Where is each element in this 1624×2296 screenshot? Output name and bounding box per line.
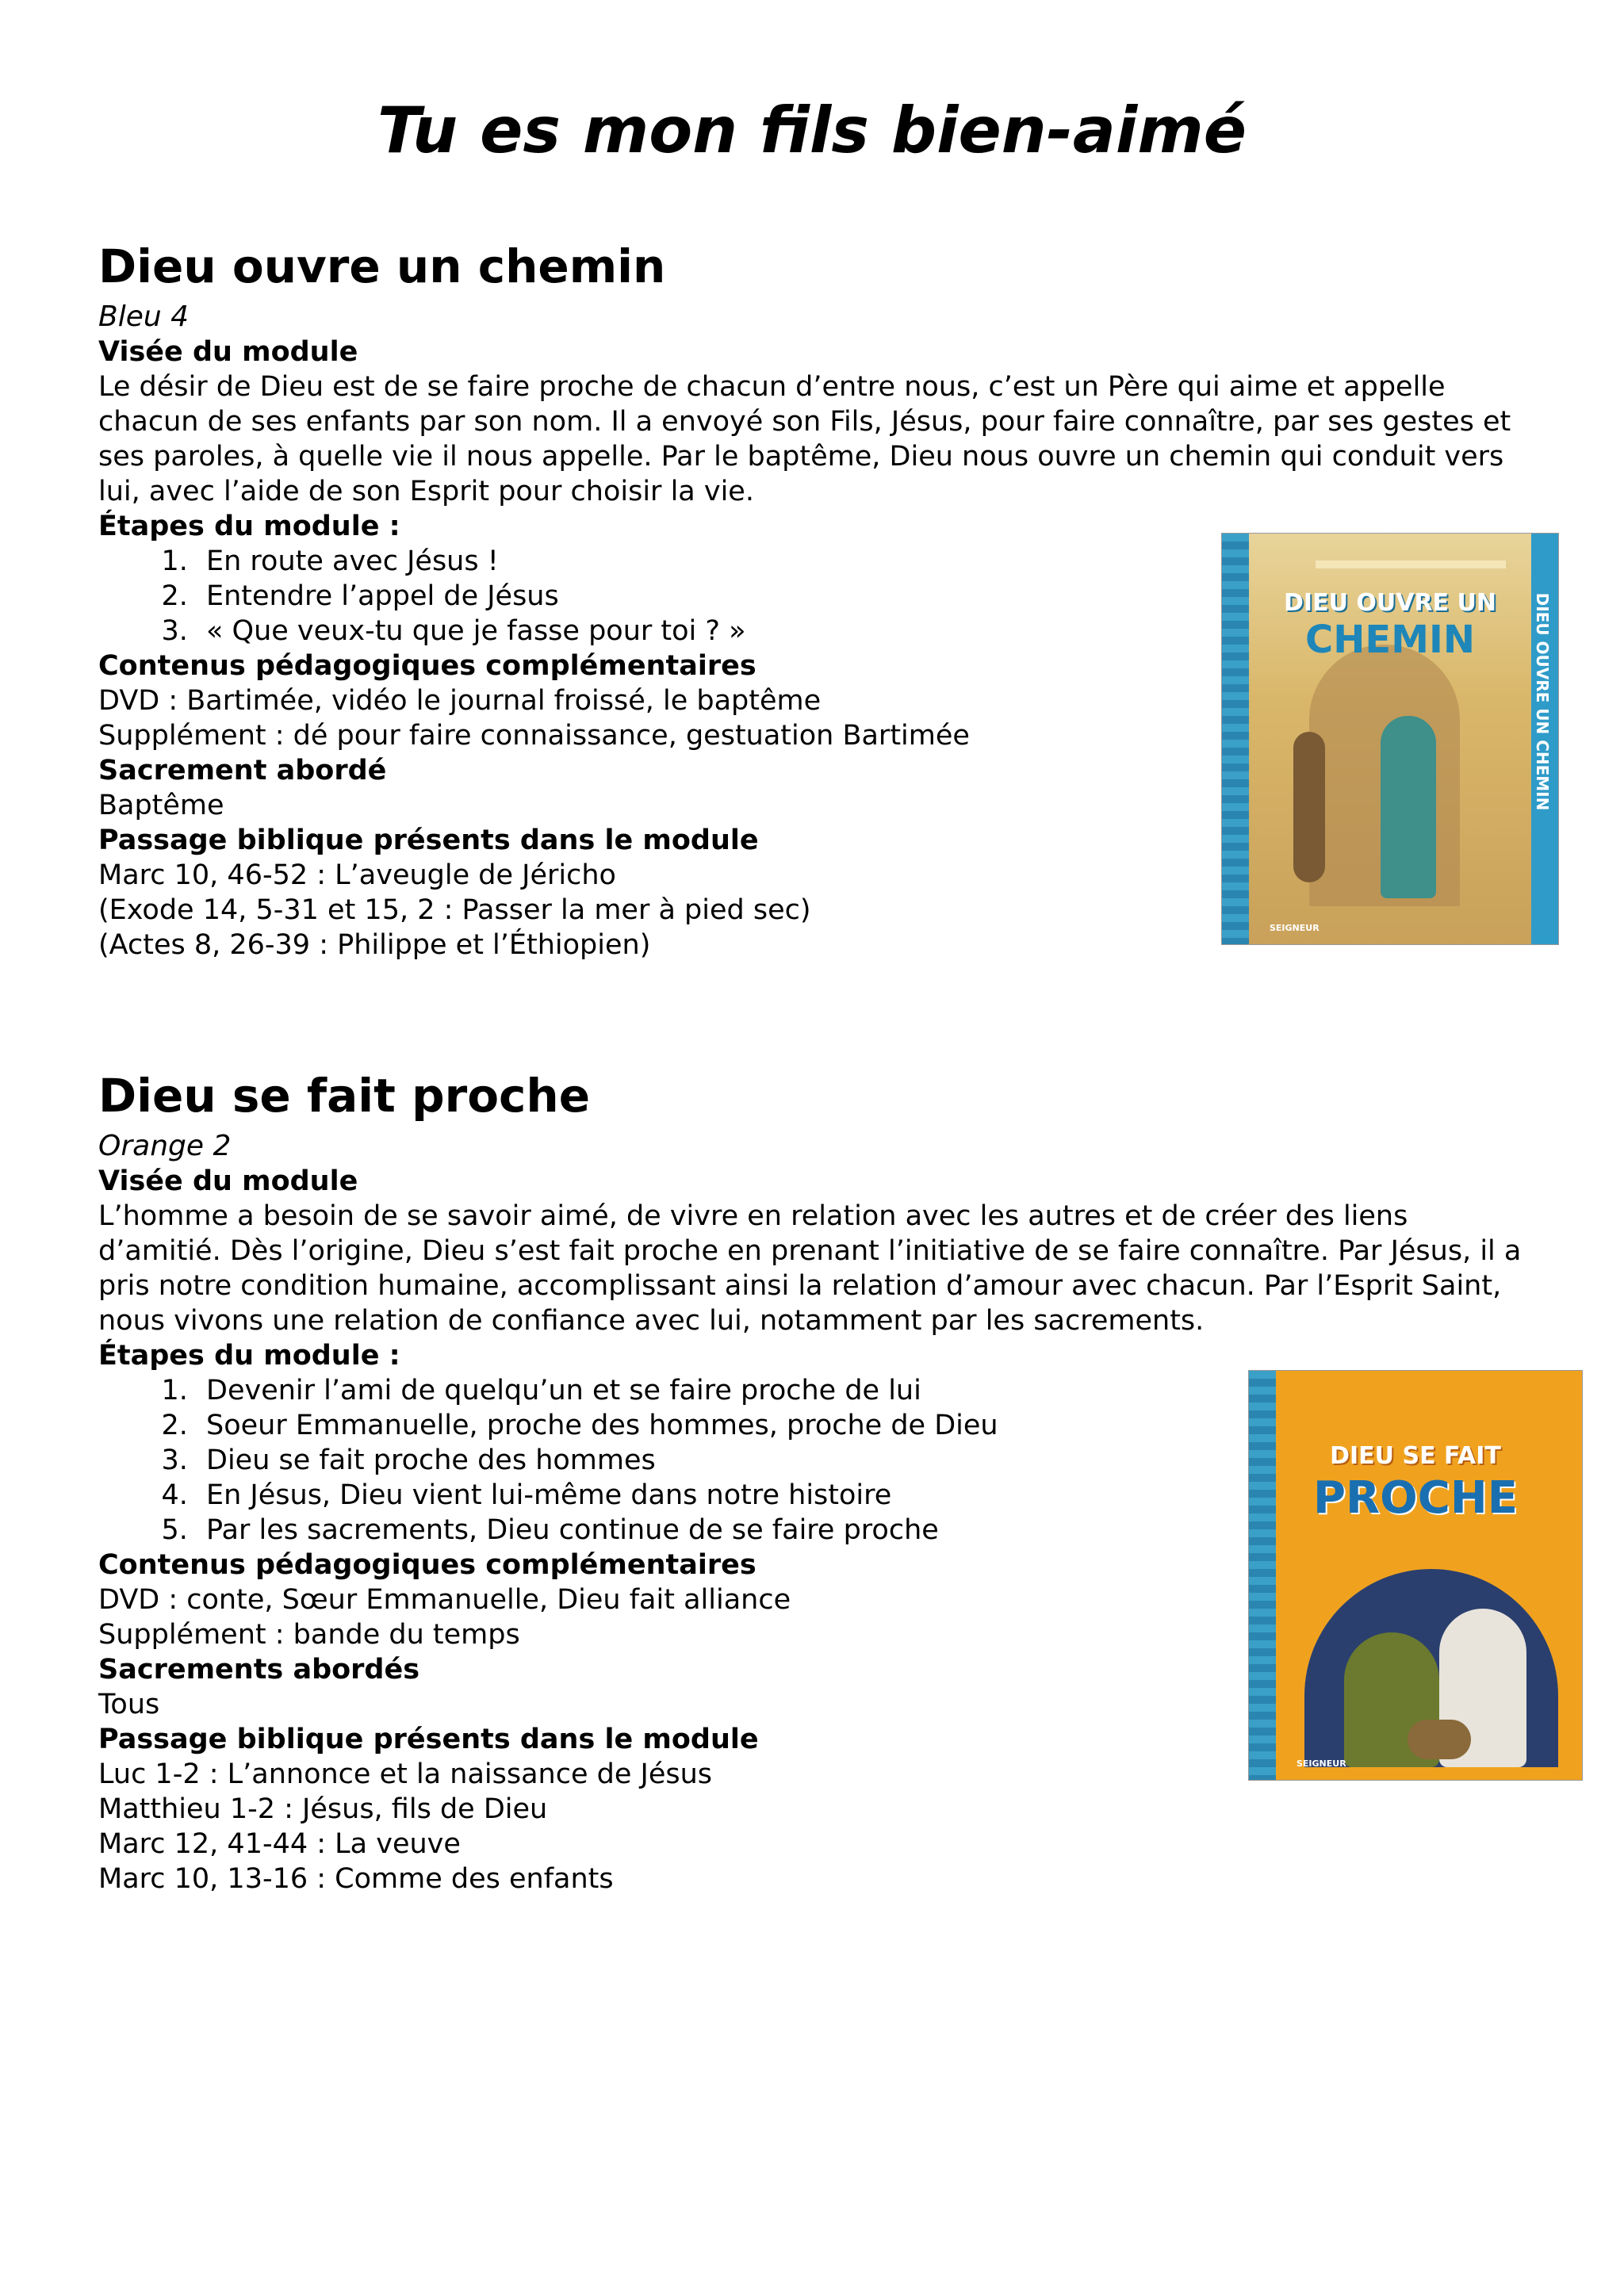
bible-item: Marc 10, 13-16 : Comme des enfants [98,1863,614,1895]
step-item: 3. « Que veux-tu que je fasse pour toi ? » [197,614,1526,649]
step-item: 1. En route avec Jésus ! [197,544,1526,579]
aim-label: Visée du module [98,336,358,368]
module-color: Orange 2 [98,1130,232,1162]
dvd-text: DVD : Bartimée, vidéo le journal froissé, le baptême [98,685,822,717]
bible-label: Passage biblique présents dans le module [98,825,759,856]
figure-bartimee [1293,732,1325,882]
step-item: 2. Entendre l’appel de Jésus [197,579,1526,614]
figure-jesus [1381,716,1436,898]
sacrament-text: Tous [98,1689,160,1720]
steps-label: Étapes du module : [98,1340,400,1372]
bible-item: (Exode 14, 5-31 et 15, 2 : Passer la mer à pied sec) [98,894,811,926]
module-color: Bleu 4 [98,300,190,333]
cover-side-title: DIEU OUVRE UN CHEMIN [1533,592,1552,811]
bible-item: Luc 1-2 : L’annonce et la naissance de Jésus [98,1758,712,1790]
module-heading: Dieu ouvre un chemin [98,239,666,293]
cover-title-line1: DIEU SE FAIT [1330,1442,1501,1470]
aim-label: Visée du module [98,1165,358,1197]
sacrament-text: Baptême [98,790,224,821]
step-item: 4. En Jésus, Dieu vient lui-même dans notre histoire [197,1478,1526,1513]
cover-title-line2: CHEMIN [1305,618,1475,662]
supplement-text: Supplément : dé pour faire connaissance, gestuation Bartimée [98,720,970,752]
module-heading: Dieu se fait proche [98,1069,591,1123]
step-item: 5. Par les sacrements, Dieu continue de se faire proche [197,1513,1526,1548]
sacrament-label: Sacrements abordés [98,1654,420,1686]
step-item: 1. Devenir l’ami de quelqu’un et se faire proche de lui [197,1373,1526,1408]
bible-item: (Actes 8, 26-39 : Philippe et l’Éthiopien) [98,929,651,961]
bible-label: Passage biblique présents dans le module [98,1724,759,1755]
supplement-text: Supplément : bande du temps [98,1619,520,1651]
cover-title-line2: PROCHE [1313,1472,1518,1524]
cover-publisher: SEIGNEUR [1297,1758,1346,1769]
bible-item: Matthieu 1-2 : Jésus, fils de Dieu [98,1793,548,1825]
dvd-text: DVD : conte, Sœur Emmanuelle, Dieu fait alliance [98,1584,791,1616]
aim-text: Le désir de Dieu est de se faire proche de chacun d’entre nous, c’est un Père qui aime et appelle chacun de ses enfants par son nom. Il a envoyé son Fils, Jésus, pour faire connaître, par ses gestes et ses paroles, à quelle vie il nous appelle. Par le baptême, Dieu nous ouvre un chemin qui conduit vers lui, avec l’aide de son Esprit pour choisir la vie. [98,371,1511,507]
steps-label: Étapes du module : [98,511,400,542]
bible-item: Marc 10, 46-52 : L’aveugle de Jéricho [98,859,616,891]
aim-text: L’homme a besoin de se savoir aimé, de vivre en relation avec les autres et de créer des liens d’amitié. Dès l’origine, Dieu s’est fait proche en prenant l’initiative de se faire connaître. Par Jésus, il a pris notre condition humaine, accomplissant ainsi la relation d’amour avec chacun. Par l’Esprit Saint, nous vivons une relation de confiance avec lui, notamment par les sacrements. [98,1200,1522,1337]
spine-stripes [1249,1371,1276,1780]
page-title: Tu es mon fils bien-aimé [377,94,1247,167]
book-cover-chemin [1221,533,1559,945]
step-item: 2. Soeur Emmanuelle, proche des hommes, proche de Dieu [197,1408,1526,1443]
cover-publisher: SEIGNEUR [1270,923,1320,933]
sacrament-label: Sacrement abordé [98,755,387,786]
cover-title-line1: DIEU OUVRE UN [1284,589,1496,617]
content-label: Contenus pédagogiques complémentaires [98,650,756,682]
bible-item: Marc 12, 41-44 : La veuve [98,1828,461,1860]
book-cover-proche [1248,1370,1583,1781]
step-item: 3. Dieu se fait proche des hommes [197,1443,1526,1478]
content-label: Contenus pédagogiques complémentaires [98,1549,756,1581]
figure-manger [1408,1720,1471,1759]
